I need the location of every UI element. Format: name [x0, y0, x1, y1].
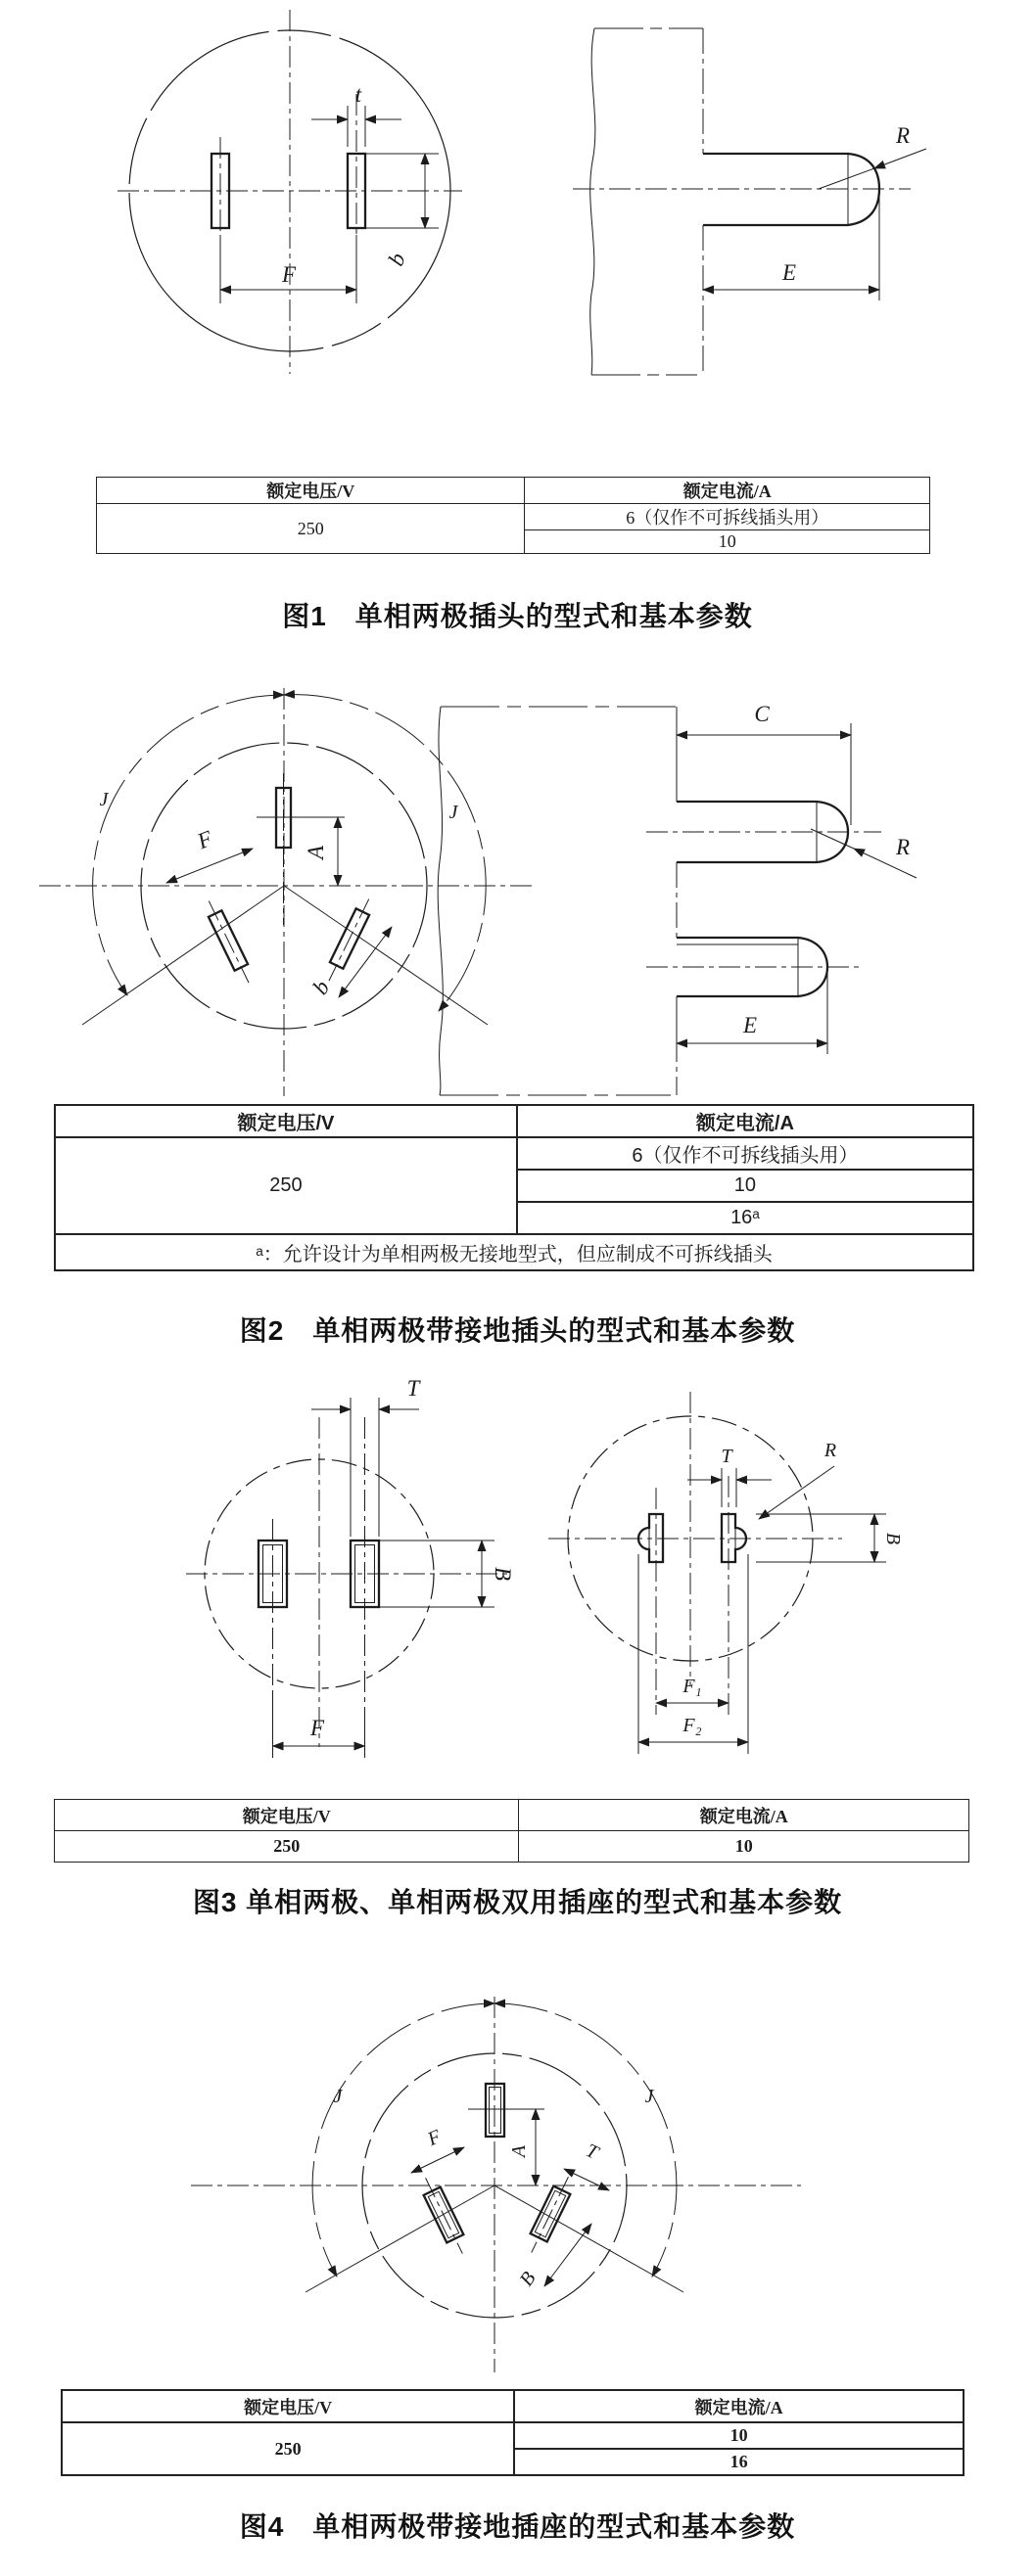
current-value: 16 — [514, 2449, 964, 2475]
voltage-value: 250 — [55, 1831, 519, 1863]
dim-label-B-left: B — [491, 1566, 515, 1582]
dim-label-C: C — [754, 702, 770, 726]
dim-label-T-right: T — [721, 1446, 732, 1467]
figure-4-drawing — [0, 1967, 1035, 2378]
voltage-value: 250 — [97, 504, 525, 554]
col-header-voltage: 额定电压/V — [55, 1105, 517, 1137]
col-header-voltage: 额定电压/V — [97, 478, 525, 504]
col-header-voltage: 额定电压/V — [62, 2390, 514, 2422]
col-header-current: 额定电流/A — [517, 1105, 973, 1137]
figure-4-table — [61, 2389, 964, 2476]
dim-label-T: T — [582, 2139, 602, 2164]
current-value: 6（仅作不可拆线插头用） — [517, 1137, 973, 1170]
dim-label-J-left: J — [99, 789, 109, 810]
dim-label-T-left: T — [406, 1376, 420, 1401]
col-header-current: 额定电流/A — [525, 478, 930, 504]
dim-label-B-right: B — [882, 1532, 904, 1545]
figure-1-drawing — [0, 0, 1035, 391]
dim-label-B: B — [515, 2268, 541, 2290]
dim-label-F: F — [193, 825, 216, 854]
dim-label-E: E — [742, 1013, 758, 1037]
dim-label-A: A — [508, 2144, 530, 2158]
figure-1-caption: 图1 单相两极插头的型式和基本参数 — [282, 601, 753, 631]
dim-label-F2: F₂ — [682, 1715, 702, 1736]
dim-label-F-left: F — [309, 1716, 325, 1740]
figure-4-caption: 图4 单相两极带接地插座的型式和基本参数 — [239, 2511, 796, 2542]
current-value: 16ᵃ — [517, 1202, 973, 1234]
figure-2-table — [54, 1104, 974, 1271]
dim-label-J-left: J — [333, 2086, 343, 2107]
dim-label-J-right: J — [644, 2086, 654, 2107]
col-header-current: 额定电流/A — [514, 2390, 964, 2422]
dim-label-R: R — [895, 123, 911, 148]
dim-label-E: E — [781, 260, 797, 285]
figure-3-drawing — [0, 1370, 1035, 1781]
dim-label-J-right: J — [448, 802, 458, 823]
dim-label-t: t — [354, 82, 362, 107]
table-footnote: ᵃ：允许设计为单相两极无接地型式，但应制成不可拆线插头 — [55, 1234, 973, 1270]
current-value: 10 — [514, 2422, 964, 2449]
dim-label-F: F — [424, 2125, 445, 2151]
figure-2-caption: 图2 单相两极带接地插头的型式和基本参数 — [239, 1315, 796, 1346]
current-value: 10 — [525, 530, 930, 554]
dim-label-F: F — [281, 262, 297, 287]
current-value: 10 — [517, 1170, 973, 1202]
current-value: 10 — [519, 1831, 969, 1863]
voltage-value: 250 — [62, 2422, 514, 2475]
dim-label-b: b — [383, 249, 410, 270]
dim-label-R: R — [823, 1440, 837, 1461]
figure-3-caption: 图3 单相两极、单相两极双用插座的型式和基本参数 — [192, 1887, 843, 1917]
dim-label-b: b — [307, 975, 335, 999]
dim-label-R: R — [895, 835, 911, 859]
figure-3-table — [54, 1799, 969, 1863]
figure-2-drawing — [0, 680, 1035, 1101]
current-value: 6（仅作不可拆线插头用） — [525, 504, 930, 530]
dim-label-A: A — [304, 845, 328, 860]
voltage-value: 250 — [55, 1137, 517, 1234]
col-header-voltage: 额定电压/V — [55, 1800, 519, 1831]
dim-label-F1: F₁ — [682, 1676, 702, 1697]
figure-1-table — [96, 477, 930, 554]
col-header-current: 额定电流/A — [519, 1800, 969, 1831]
